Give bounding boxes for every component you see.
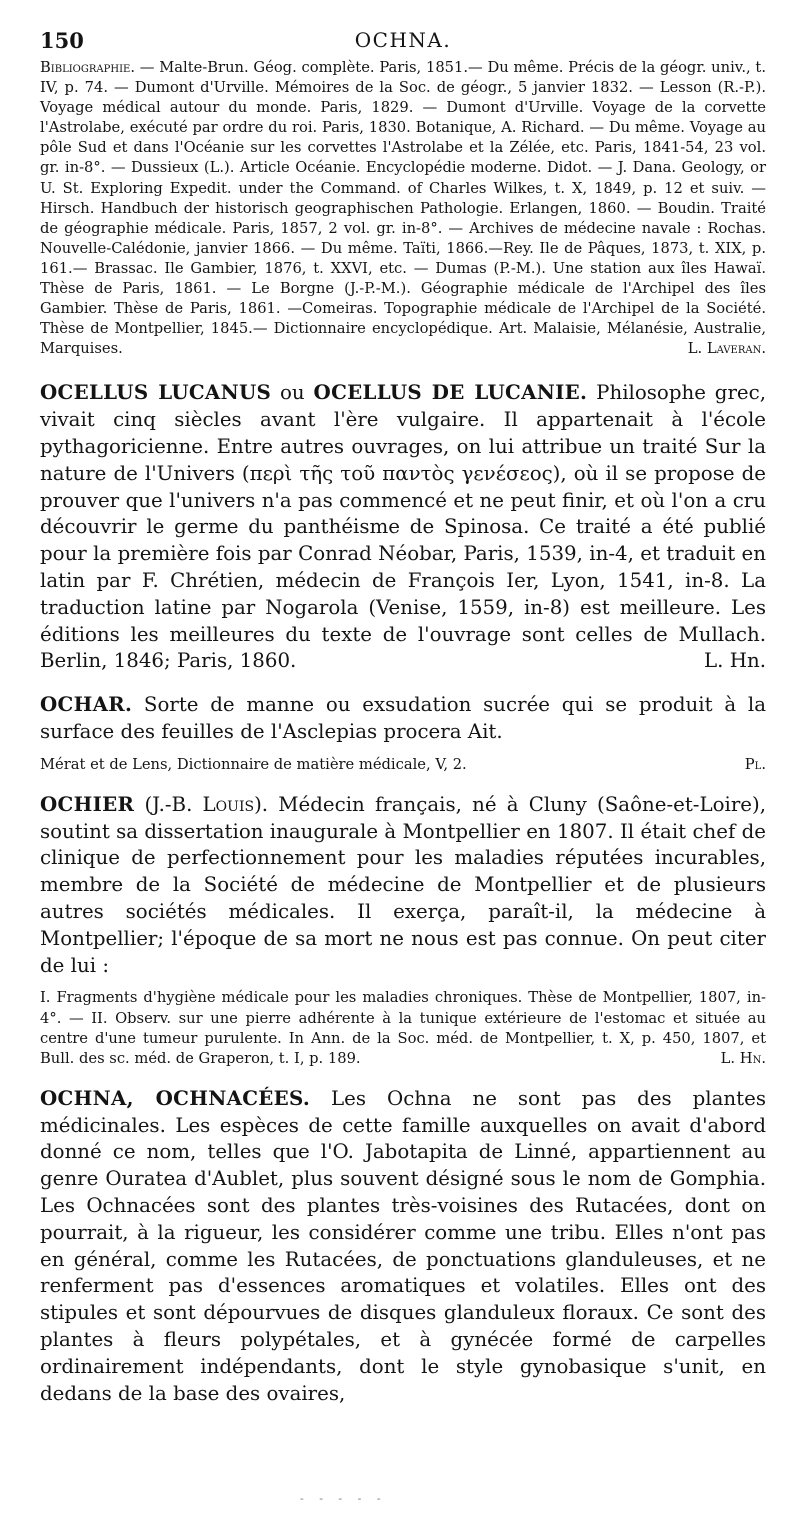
entry-ochar-reference	[40, 755, 766, 775]
entry-ochier	[40, 791, 766, 980]
headword-ocellus: OCELLUS LUCANUS	[40, 380, 272, 405]
entry-ocellus-text: Philosophe grec, vivait cinq siècles avant l'ère vulgaire. Il appartenait à l'école pythagoricienne. Entre autres ouvrages, on lui attribue un traité Sur la nature de l'Univers (περὶ τῆς τοῦ παντὸς γενέσεος), où il se propose de prouver que l'univers n'a pas commencé et ne peut finir, et où l'on a cru découvrir le germe du panthéisme de Spinosa. Ce traité a été publié pour la première fois par Conrad Néobar, Paris, 1539, in-4, et traduit en latin par F. Chrétien, médecin de François Ier, Lyon, 1541, in-8. La traduction latine par Nogarola (Venise, 1559, in-8) est meilleure. Les éditions les meilleures du texte de l'ouvrage sont celles de Mullach. Berlin, 1846; Paris, 1860.	[40, 381, 767, 673]
running-title: OCHNA.	[354, 28, 452, 52]
bibliography-signature: L. Laveran.	[687, 340, 766, 358]
bibliography-label: Bibliographie.	[40, 59, 135, 76]
entry-ochar-signature: Pl.	[744, 755, 766, 773]
entry-ochier-works	[40, 988, 766, 1068]
page-header	[40, 28, 766, 58]
bibliography-block	[40, 58, 766, 359]
headword-connector: ou	[280, 381, 305, 405]
entry-ocellus-signature: L. Hn.	[704, 649, 766, 673]
entry-ocellus	[40, 379, 766, 675]
footer-marks: - - - - -	[300, 1492, 387, 1505]
headword-ochna: OCHNA, OCHNACÉES.	[40, 1085, 311, 1110]
entry-ochar-text: Sorte de manne ou exsudation sucrée qui se produit à la surface des feuilles de l'Asclepias procera Ait.	[40, 693, 766, 743]
page-number: 150	[40, 28, 84, 53]
entry-ochier-text: Médecin français, né à Cluny (Saône-et-Loire), soutint sa dissertation inaugurale à Montpellier en 1807. Il était chef de clinique de perfectionnement pour les maladies réputées incurables, membre de la Société de médecine de Montpellier et de plusieurs autres sociétés médicales. Il exerça, paraît-il, la médecine à Montpellier; l'époque de sa mort ne nous est pas connue. On peut citer de lui :	[40, 792, 767, 977]
entry-ochna-text: Les Ochna ne sont pas des plantes médicinales. Les espèces de cette famille auxquelles on avait d'abord donné ce nom, telles que l'O. Jabotapita de Linné, appartiennent au genre Ouratea d'Aublet, plus souvent désigné sous le nom de Gomphia. Les Ochnacées sont des plantes très-voisines des Rutacées, dont on pourrait, à la rigueur, les considérer comme une tribu. Elles n'ont pas en général, comme les Rutacées, de ponctuations glanduleuses, et ne renferment pas d'essences aromatiques et volatiles. Elles ont des stipules et sont dépourvues de disques glanduleux floraux. Ce sont des plantes à fleurs polypétales, et à gynécée formé de carpelles ordinairement indépendants, dont le style gynobasique s'unit, en dedans de la base des ovaires,	[40, 1086, 766, 1405]
page	[40, 28, 766, 1407]
headword-ocellus-alt: OCELLUS DE LUCANIE.	[313, 380, 588, 405]
entry-ochier-works-text: I. Fragments d'hygiène médicale pour les maladies chroniques. Thèse de Montpellier, 1807, in-4°. — II. Observ. sur une pierre adhérente à la tunique extérieure de l'estomac et située au centre d'une tumeur purulente. In Ann. de la Soc. méd. de Montpellier, t. X, p. 450, 1807, et Bull. des sc. méd. de Graperon, t. I, p. 189.	[40, 989, 766, 1067]
entry-ochier-signature: L. Hn.	[720, 1049, 766, 1067]
headword-ochar: OCHAR.	[40, 692, 133, 717]
entry-ochna	[40, 1085, 766, 1408]
entry-ochier-name: (J.-B. Louis).	[144, 792, 269, 816]
headword-ochier: OCHIER	[40, 791, 135, 816]
entry-ochar	[40, 691, 766, 746]
bibliography-text: — Malte-Brun. Géog. complète. Paris, 1851.— Du même. Précis de la géogr. univ., t. IV, p. 74. — Dumont d'Urville. Mémoires de la Soc. de géogr., 5 janvier 1832. — Lesson (R.-P.). Voyage médical autour du monde. Paris, 1829. — Dumont d'Urville. Voyage de la corvette l'Astrolabe, exécuté par ordre du roi. Paris, 1830. Botanique, A. Richard. — Du même. Voyage au pôle Sud et dans l'Océanie sur les corvettes l'Astrolabe et la Zélée, etc. Paris, 1841-54, 23 vol. gr. in-8°. — Dussieux (L.). Article Océanie. Encyclopédie moderne. Didot. — J. Dana. Geology, or U. St. Exploring Expedit. under the Command. of Charles Wilkes, t. X, 1849, p. 12 et suiv. — Hirsch. Handbuch der historisch geographischen Pathologie. Erlangen, 1860. — Boudin. Traité de géographie médicale. Paris, 1857, 2 vol. gr. in-8°. — Archives de médecine navale : Rochas. Nouvelle-Calédonie, janvier 1866. — Du même. Taïti, 1866.—Rey. Ile de Pâques, 1873, t. XIX, p. 161.— Brassac. Ile Gambier, 1876, t. XXVI, etc. — Dumas (P.-M.). Une station aux îles Hawaï. Thèse de Paris, 1861. — Le Borgne (J.-P.-M.). Géographie médicale de l'Archipel des îles Gambier. Thèse de Paris, 1861. —Comeiras. Topographie médicale de l'Archipel de la Société. Thèse de Montpellier, 1845.— Dictionnaire encyclopédique. Art. Malaisie, Mélanésie, Australie, Marquises.	[40, 59, 766, 358]
entry-ochar-ref-text: Mérat et de Lens, Dictionnaire de matière médicale, V, 2.	[40, 755, 467, 773]
